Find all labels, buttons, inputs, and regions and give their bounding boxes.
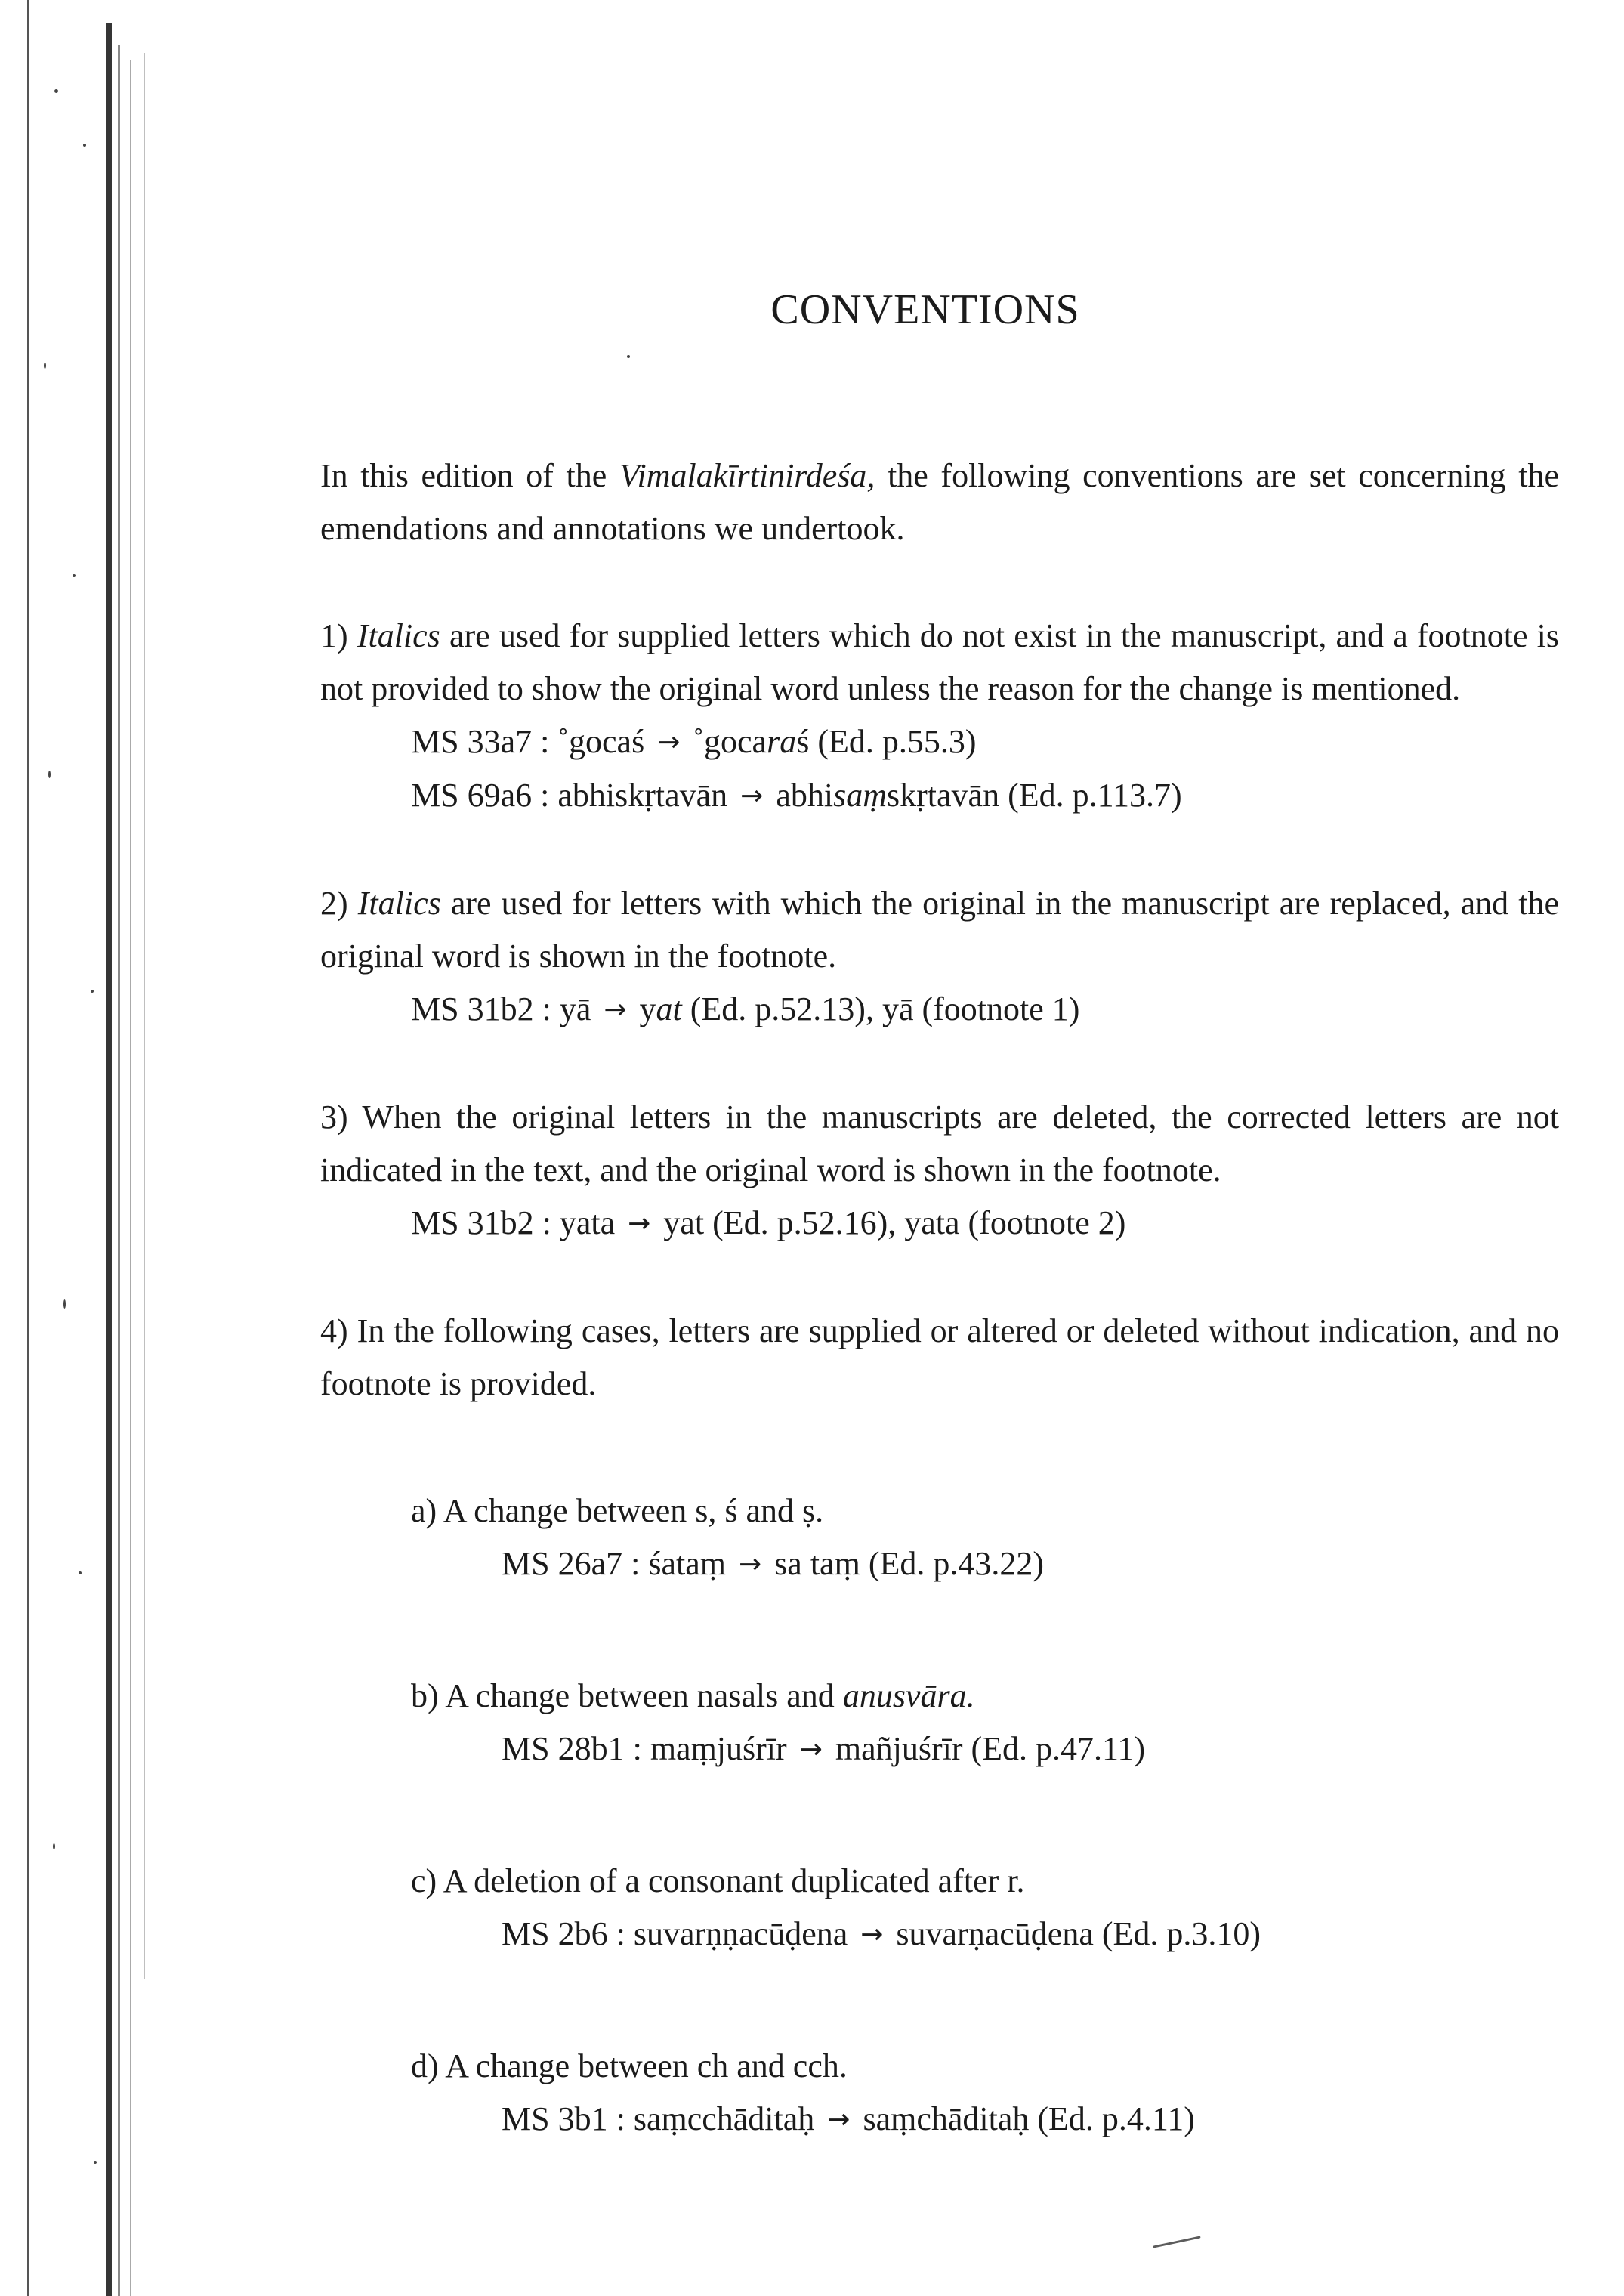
case-b — [320, 1670, 1559, 1776]
scan-speck — [63, 1299, 66, 1309]
scan-speck — [54, 89, 58, 93]
scan-speck — [53, 1843, 55, 1849]
binding-edge-line — [144, 53, 145, 1979]
original-reading: abhiskṛtavān — [557, 777, 728, 814]
ms-reference: MS 28b1 : — [502, 1730, 642, 1767]
replaced-letters: at — [656, 990, 682, 1027]
rule-1 — [320, 610, 1559, 823]
binding-edge-line — [130, 60, 131, 2296]
rule-4 — [320, 1305, 1559, 2146]
rule-description: are used for supplied letters which do not exist in the manuscript, and a footnote is not provided to show the original word unless the reason for the change is mentioned. — [320, 617, 1560, 707]
original-reading: maṃjuśrīr — [650, 1730, 787, 1767]
case-a — [320, 1485, 1559, 1591]
ms-reference: MS 26a7 : — [502, 1545, 641, 1582]
emended-reading: saṃchāditaḥ — [863, 2100, 1030, 2137]
rule-2-text — [320, 877, 1559, 983]
case-heading: d) A change between ch and cch. — [411, 2047, 848, 2084]
original-reading: saṃcchāditaḥ — [633, 2100, 815, 2137]
example-line — [320, 983, 1559, 1037]
emended-reading: mañjuśrīr — [835, 1730, 963, 1767]
emended-reading: suvarṇacūḍena — [896, 1915, 1094, 1952]
example-line — [320, 715, 1559, 769]
case-heading: b) A change between nasals and anusvāra. — [411, 1677, 975, 1714]
case-heading: c) A deletion of a consonant duplicated after r. — [411, 1862, 1025, 1899]
binding-edge-line — [118, 45, 120, 2296]
case-d — [320, 2040, 1559, 2146]
rule-description: are used for letters with which the original in the manuscript are replaced, and the original word is shown in the footnote. — [320, 885, 1560, 975]
edition-reference: (Ed. p.47.11) — [971, 1730, 1146, 1767]
binding-edge-line — [27, 0, 29, 2296]
rule-4-cases — [320, 1485, 1559, 2146]
rule-number: 2) — [320, 885, 348, 922]
emended-reading: sa taṃ — [774, 1545, 860, 1582]
arrow-icon: → — [604, 994, 627, 1025]
ms-reference: MS 2b6 : — [502, 1915, 625, 1952]
arrow-icon: → — [628, 1208, 651, 1239]
example-line — [320, 1723, 1559, 1776]
rule-3 — [320, 1091, 1559, 1250]
original-reading: ˚gocaś — [557, 723, 645, 760]
example-line — [320, 1197, 1559, 1250]
italics-word: Italics — [357, 885, 441, 922]
example-line — [320, 2093, 1559, 2146]
original-reading: suvarṇṇacūḍena — [633, 1915, 848, 1952]
arrow-icon: → — [860, 1919, 884, 1950]
rule-2 — [320, 877, 1559, 1037]
arrow-icon: → — [799, 1734, 823, 1765]
emended-reading: yat — [663, 1204, 705, 1241]
supplied-letters: ra — [767, 723, 797, 760]
rule-3-text: 3) When the original letters in the manuscripts are deleted, the corrected letters are not indicated in the text, and the original word is shown in the footnote. — [320, 1099, 1559, 1188]
emended-reading: yat — [639, 990, 682, 1027]
scan-speck — [44, 363, 46, 369]
intro-paragraph — [320, 450, 1559, 555]
arrow-icon: → — [740, 780, 764, 811]
original-reading: yata — [559, 1204, 616, 1241]
conventions-body — [320, 450, 1559, 2146]
edition-reference: (Ed. p.52.16), yata (footnote 2) — [712, 1204, 1126, 1241]
scan-speck — [94, 2161, 97, 2164]
ms-reference: MS 31b2 : — [411, 1204, 551, 1241]
example-line — [320, 769, 1559, 823]
pen-mark — [1153, 2236, 1200, 2248]
work-title: Vimalakīrtinirdeśa, — [619, 457, 875, 494]
arrow-icon: → — [739, 1549, 762, 1580]
edition-reference: (Ed. p.4.11) — [1037, 2100, 1195, 2137]
original-reading: yā — [559, 990, 591, 1027]
arrow-icon: → — [827, 2104, 851, 2135]
intro-text: In this edition of the — [320, 457, 607, 494]
supplied-letters: saṃ — [833, 777, 888, 814]
emended-reading: ˚gocaraś — [693, 723, 810, 760]
edition-reference: (Ed. p.43.22) — [868, 1545, 1044, 1582]
scan-speck — [48, 771, 51, 778]
edition-reference: (Ed. p.113.7) — [1008, 777, 1182, 814]
example-line — [320, 1908, 1559, 1961]
example-line — [320, 1537, 1559, 1591]
scan-speck — [79, 1571, 82, 1574]
ms-reference: MS 3b1 : — [502, 2100, 625, 2137]
edition-reference: (Ed. p.52.13), yā (footnote 1) — [690, 990, 1080, 1027]
scan-speck — [627, 355, 630, 358]
emended-reading: abhisaṃskṛtavān — [776, 777, 1000, 814]
case-c — [320, 1855, 1559, 1961]
rule-4-text: 4) In the following cases, letters are supplied or altered or deleted without indication, and no footnote is provided. — [320, 1312, 1559, 1402]
arrow-icon: → — [657, 727, 681, 758]
original-reading: śataṃ — [648, 1545, 726, 1582]
ms-reference: MS 69a6 : — [411, 777, 550, 814]
ms-reference: MS 31b2 : — [411, 990, 551, 1027]
anusvara-term: anusvāra. — [842, 1677, 975, 1714]
scan-speck — [91, 990, 94, 993]
binding-edge-line — [106, 23, 112, 2296]
edition-reference: (Ed. p.55.3) — [817, 723, 977, 760]
edition-reference: (Ed. p.3.10) — [1101, 1915, 1261, 1952]
page-title: CONVENTIONS — [770, 286, 1080, 333]
ms-reference: MS 33a7 : — [411, 723, 550, 760]
case-heading: a) A change between s, ś and ṣ. — [411, 1492, 824, 1529]
rule-1-text — [320, 610, 1559, 715]
rule-number: 1) — [320, 617, 348, 654]
intro-text: the following conventions are set concerning the emendations and annotations we undertook. — [320, 457, 1560, 547]
scan-speck — [73, 574, 76, 577]
scan-speck — [83, 144, 86, 147]
italics-word: Italics — [357, 617, 440, 654]
